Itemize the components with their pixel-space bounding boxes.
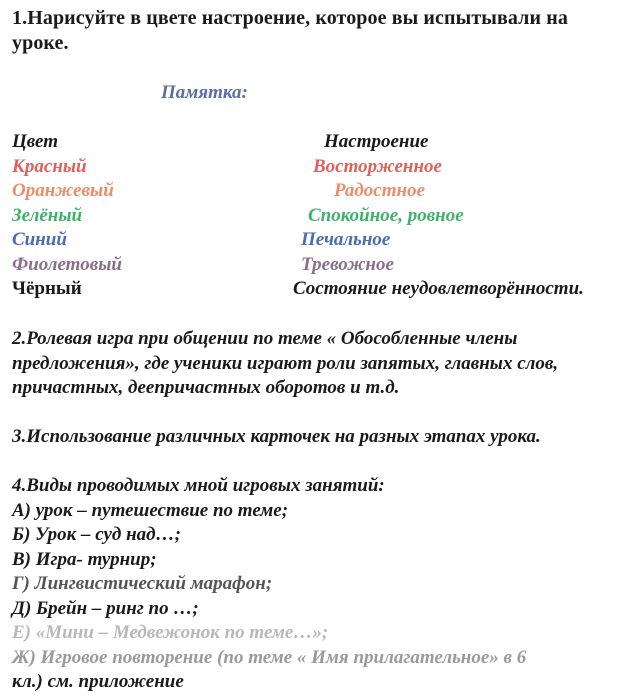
color-name: Синий bbox=[12, 229, 67, 250]
mood-name: Спокойное, ровное bbox=[308, 204, 464, 226]
color-name: Красный bbox=[12, 155, 87, 177]
header-mood: Настроение bbox=[324, 131, 429, 152]
item-2-line: предложения», где ученики играют роли запятых, главных слов, bbox=[12, 352, 559, 374]
list-item: Б) Урок – суд над…; bbox=[12, 524, 181, 545]
list-item: Ж) Игровое повторение (по теме « Имя прилагательное» в 6 bbox=[12, 646, 527, 668]
list-item: Е) «Мини – Медвежонок по теме…»; bbox=[12, 622, 329, 643]
table-row bbox=[12, 253, 624, 278]
color-name: Чёрный bbox=[12, 278, 82, 299]
item-4-list bbox=[12, 474, 617, 695]
color-mood-table bbox=[12, 130, 624, 302]
mood-name: Восторженное bbox=[313, 155, 442, 177]
table-row bbox=[12, 204, 624, 229]
table-header-row bbox=[12, 130, 624, 155]
list-item: Г) Лингвистический марафон; bbox=[12, 573, 273, 594]
mood-name: Состояние неудовлетворённости. bbox=[293, 278, 584, 299]
item-2-paragraph bbox=[12, 327, 617, 401]
item-4-title: 4.Виды проводимых мной игровых занятий: bbox=[12, 475, 385, 496]
color-name: Оранжевый bbox=[12, 180, 114, 201]
table-row bbox=[12, 228, 624, 253]
table-row bbox=[12, 277, 624, 302]
list-item: кл.) см. приложение bbox=[12, 671, 184, 692]
memo-title: Памятка: bbox=[161, 82, 248, 103]
mood-name: Тревожное bbox=[301, 253, 394, 275]
list-item: А) урок – путешествие по теме; bbox=[12, 499, 289, 521]
table-row bbox=[12, 179, 624, 204]
item-3-paragraph: 3.Использование различных карточек на разных этапах урока. bbox=[12, 426, 541, 447]
header-color: Цвет bbox=[12, 131, 58, 152]
mood-name: Радостное bbox=[334, 180, 426, 201]
item-2-line: причастных, деепричастных оборотов и т.д. bbox=[12, 377, 400, 398]
item-2-line: 2.Ролевая игра при общении по теме « Обособленные члены bbox=[12, 328, 518, 349]
list-item: В) Игра- турнир; bbox=[12, 548, 157, 570]
mood-name: Печальное bbox=[301, 229, 391, 250]
color-name: Зелёный bbox=[12, 204, 83, 226]
heading-task-1: 1.Нарисуйте в цвете настроение, которое вы испытывали на уроке. bbox=[12, 7, 568, 54]
color-name: Фиолетовый bbox=[12, 253, 122, 275]
table-row bbox=[12, 155, 624, 180]
list-item: Д) Брейн – ринг по …; bbox=[12, 597, 199, 619]
